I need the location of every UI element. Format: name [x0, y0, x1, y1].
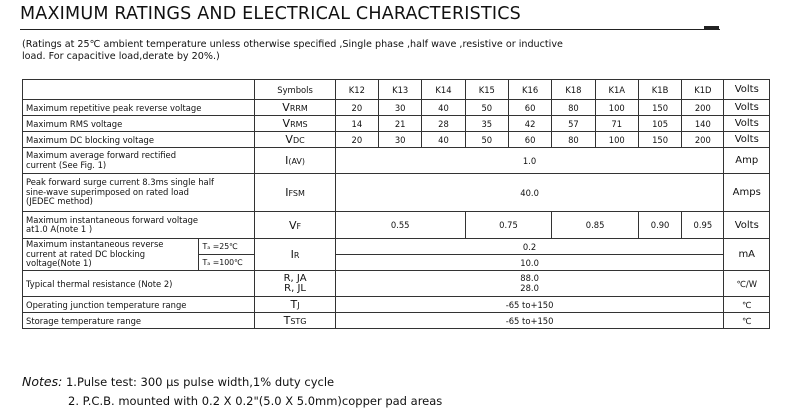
param-symbol: IFSM [255, 174, 335, 212]
value-cell: 50 [465, 100, 508, 116]
value-cell: 20 [335, 132, 378, 148]
param-label: Storage temperature range [23, 313, 255, 329]
header-units: Volts [724, 80, 770, 100]
header-part: K1B [638, 80, 681, 100]
value-cell: 80 [552, 132, 595, 148]
param-symbol: VRMS [255, 116, 335, 132]
table-row-ir [23, 239, 770, 255]
value-cell: 88.0 28.0 [335, 271, 724, 297]
unit-cell: Volts [724, 116, 770, 132]
value-cell: 21 [379, 116, 422, 132]
note-1: 1.Pulse test: 300 µs pulse width,1% duty cycle [62, 375, 335, 389]
value-cell: 30 [379, 132, 422, 148]
value-cell: 20 [335, 100, 378, 116]
param-symbol: VRRM [255, 100, 335, 116]
table-header-row [23, 80, 770, 100]
value-cell: 1.0 [335, 148, 724, 174]
value-cell: 14 [335, 116, 378, 132]
condition-cell: Tₐ =25℃ [199, 239, 255, 255]
value-cell: 80 [552, 100, 595, 116]
value-cell: 100 [595, 132, 638, 148]
notes-line-1 [22, 374, 334, 389]
param-label: Maximum instantaneous forward voltage at1.0 A(note 1 ) [23, 212, 255, 239]
unit-cell: mA [724, 239, 770, 271]
unit-cell: Volts [724, 100, 770, 116]
unit-cell: Volts [724, 212, 770, 239]
value-cell: 200 [682, 100, 724, 116]
value-cell: 35 [465, 116, 508, 132]
value-cell: 40.0 [335, 174, 724, 212]
param-symbol: IR [255, 239, 335, 271]
value-cell: 150 [638, 132, 681, 148]
param-label: Operating junction temperature range [23, 297, 255, 313]
intro-line-1: (Ratings at 25℃ ambient temperature unless otherwise specified ,Single phase ,half wave ,resistive or inductive [22, 39, 563, 50]
value-cell: 0.75 [465, 212, 552, 239]
value-cell: 40 [422, 100, 465, 116]
value-cell: 150 [638, 100, 681, 116]
value-cell: -65 to+150 [335, 313, 724, 329]
value-cell: 0.85 [552, 212, 639, 239]
header-part: K16 [508, 80, 551, 100]
param-label: Maximum instantaneous reverse current at rated DC blocking voltage(Note 1) [23, 239, 199, 271]
param-label: Typical thermal resistance (Note 2) [23, 271, 255, 297]
title-accent-bar [704, 26, 719, 29]
page-title: MAXIMUM RATINGS AND ELECTRICAL CHARACTERISTICS [20, 4, 521, 24]
param-symbol: R, JA R, JL [255, 271, 335, 297]
param-label: Maximum average forward rectified current (See Fig. 1) [23, 148, 255, 174]
unit-cell: Amps [724, 174, 770, 212]
table-row-tj [23, 297, 770, 313]
header-part: K15 [465, 80, 508, 100]
unit-cell: Amp [724, 148, 770, 174]
unit-cell: ℃ [724, 297, 770, 313]
header-part: K12 [335, 80, 378, 100]
value-cell: 200 [682, 132, 724, 148]
value-cell: 100 [595, 100, 638, 116]
param-label: Maximum repetitive peak reverse voltage [23, 100, 255, 116]
table-row-vrrm [23, 100, 770, 116]
value-cell: 0.2 [335, 239, 724, 255]
value-cell: 0.90 [638, 212, 681, 239]
header-part: K1D [682, 80, 724, 100]
value-cell: 60 [508, 100, 551, 116]
header-blank-cell [23, 80, 255, 100]
table-row-vrms [23, 116, 770, 132]
intro-line-2: load. For capacitive load,derate by 20%.) [22, 51, 220, 62]
value-cell: 42 [508, 116, 551, 132]
param-symbol: VDC [255, 132, 335, 148]
table-row-vdc [23, 132, 770, 148]
value-cell: -65 to+150 [335, 297, 724, 313]
header-part: K18 [552, 80, 595, 100]
value-cell: 40 [422, 132, 465, 148]
condition-cell: Tₐ =100℃ [199, 255, 255, 271]
header-part: K13 [379, 80, 422, 100]
unit-cell: ℃/W [724, 271, 770, 297]
value-cell: 71 [595, 116, 638, 132]
param-symbol: VF [255, 212, 335, 239]
table-row-thermal [23, 271, 770, 297]
table-row-ifsm [23, 174, 770, 212]
value-cell: 105 [638, 116, 681, 132]
table-row-tstg [23, 313, 770, 329]
param-label: Maximum RMS voltage [23, 116, 255, 132]
value-cell: 0.95 [682, 212, 724, 239]
value-cell: 140 [682, 116, 724, 132]
value-cell: 30 [379, 100, 422, 116]
param-label: Peak forward surge current 8.3ms single half sine-wave superimposed on rated load (JEDEC method) [23, 174, 255, 212]
ratings-table [22, 79, 770, 329]
value-cell: 60 [508, 132, 551, 148]
table-row-vf [23, 212, 770, 239]
value-cell: 0.55 [335, 212, 465, 239]
header-part: K1A [595, 80, 638, 100]
value-cell: 57 [552, 116, 595, 132]
value-cell: 50 [465, 132, 508, 148]
param-symbol: I(AV) [255, 148, 335, 174]
param-label: Maximum DC blocking voltage [23, 132, 255, 148]
value-cell: 10.0 [335, 255, 724, 271]
notes-heading: Notes: [22, 374, 63, 389]
header-part: K14 [422, 80, 465, 100]
table-row-iav [23, 148, 770, 174]
param-symbol: TSTG [255, 313, 335, 329]
header-symbols: Symbols [255, 80, 335, 100]
unit-cell: Volts [724, 132, 770, 148]
ratings-intro [22, 39, 662, 63]
unit-cell: ℃ [724, 313, 770, 329]
title-underline [20, 29, 720, 30]
note-2: 2. P.C.B. mounted with 0.2 X 0.2"(5.0 X 5.0mm)copper pad areas [68, 394, 443, 408]
value-cell: 28 [422, 116, 465, 132]
param-symbol: TJ [255, 297, 335, 313]
